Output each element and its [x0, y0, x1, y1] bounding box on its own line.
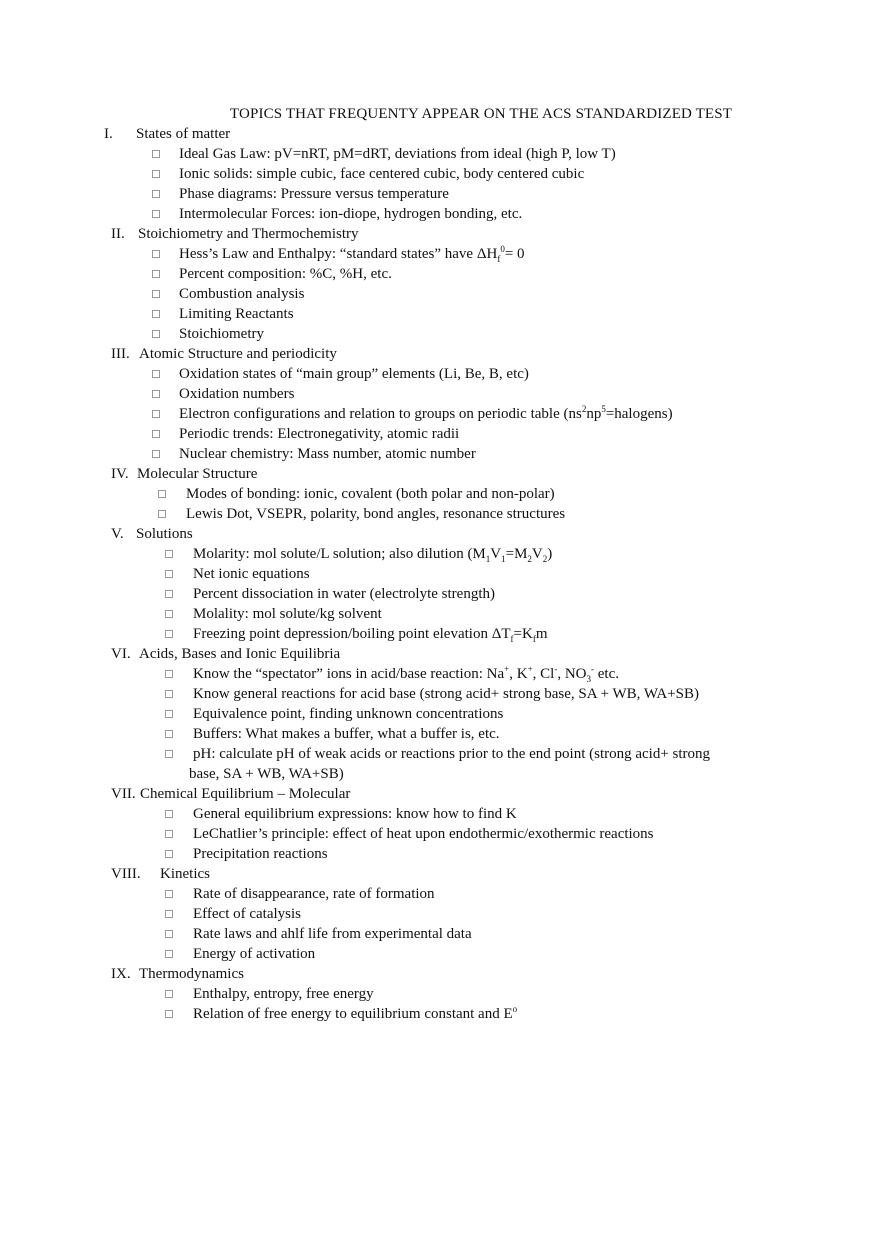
- section-numeral: VI.: [111, 646, 131, 662]
- item-text: Ideal Gas Law: pV=nRT, pM=dRT, deviations from ideal (high P, low T): [179, 146, 616, 162]
- list-item: [0, 404, 880, 424]
- checkbox-icon: [165, 930, 173, 938]
- section-numeral: I.: [104, 126, 113, 142]
- checkbox-icon: [152, 370, 160, 378]
- section-numeral: VIII.: [111, 866, 141, 882]
- section-title: States of matter: [136, 126, 231, 142]
- section-heading: [0, 644, 880, 664]
- item-text: Equivalence point, finding unknown concentrations: [193, 706, 504, 722]
- item-text: Know the “spectator” ions in acid/base reaction: Na+, K+, Cl-, $NO_3^-$ etc.: [193, 664, 619, 684]
- checkbox-icon: [152, 310, 160, 318]
- section-numeral: IV.: [111, 466, 129, 482]
- item-text: Modes of bonding: ionic, covalent (both polar and non-polar): [186, 486, 555, 502]
- checkbox-icon: [165, 690, 173, 698]
- section-title: Molecular Structure: [137, 466, 258, 482]
- checkbox-icon: [165, 570, 173, 578]
- item-text: Periodic trends: Electronegativity, atomic radii: [179, 426, 460, 442]
- item-text: Rate laws and ahlf life from experimental data: [193, 926, 472, 942]
- item-text: Buffers: What makes a buffer, what a buffer is, etc.: [193, 726, 500, 742]
- item-text: General equilibrium expressions: know how to find K: [193, 806, 517, 822]
- list-item: [0, 304, 880, 324]
- checkbox-icon: [165, 670, 173, 678]
- list-item: [0, 604, 880, 624]
- list-item: [0, 324, 880, 344]
- checkbox-icon: [152, 150, 160, 158]
- checkbox-icon: [158, 490, 166, 498]
- section-numeral: III.: [111, 346, 130, 362]
- list-item: [0, 884, 880, 904]
- checkbox-icon: [165, 630, 173, 638]
- list-item: [0, 824, 880, 844]
- item-text: Effect of catalysis: [193, 906, 302, 922]
- checkbox-icon: [152, 390, 160, 398]
- checkbox-icon: [152, 270, 160, 278]
- section-heading: [0, 344, 880, 364]
- section-heading: [0, 864, 880, 884]
- checkbox-icon: [152, 190, 160, 198]
- checkbox-icon: [165, 550, 173, 558]
- checkbox-icon: [165, 950, 173, 958]
- list-item: [0, 904, 880, 924]
- item-text: Hess’s Law and Enthalpy: “standard states” have $\Delta H_f^0= 0$: [179, 244, 525, 264]
- section-title: Acids, Bases and Ionic Equilibria: [139, 646, 341, 662]
- topic-outline: [0, 124, 880, 1024]
- section-title: Solutions: [136, 526, 193, 542]
- item-text: Intermolecular Forces: ion-diope, hydrogen bonding, etc.: [179, 206, 523, 222]
- checkbox-icon: [165, 890, 173, 898]
- section-title: Stoichiometry and Thermochemistry: [138, 226, 359, 242]
- list-item: [0, 484, 880, 504]
- item-text: Relation of free energy to equilibrium constant and $E^o$: [193, 1004, 518, 1022]
- item-text: Rate of disappearance, rate of formation: [193, 886, 435, 902]
- checkbox-icon: [152, 170, 160, 178]
- list-item: [0, 544, 880, 564]
- section-heading: [0, 964, 880, 984]
- section-heading: [0, 124, 880, 144]
- item-text: Limiting Reactants: [179, 306, 294, 322]
- section-title: Chemical Equilibrium – Molecular: [140, 786, 351, 802]
- section-heading: [0, 464, 880, 484]
- item-text: Stoichiometry: [179, 326, 264, 342]
- item-text: Energy of activation: [193, 946, 316, 962]
- list-item: [0, 804, 880, 824]
- item-text: Percent composition: %C, %H, etc.: [179, 266, 392, 282]
- checkbox-icon: [165, 850, 173, 858]
- item-text: Precipitation reactions: [193, 846, 328, 862]
- list-item: [0, 584, 880, 604]
- list-item: [0, 684, 880, 704]
- checkbox-icon: [165, 910, 173, 918]
- checkbox-icon: [165, 1010, 173, 1018]
- checkbox-icon: [165, 830, 173, 838]
- section-numeral: V.: [111, 526, 124, 542]
- list-item: [0, 624, 880, 644]
- section-heading: [0, 784, 880, 804]
- list-item: [0, 564, 880, 584]
- list-item: [0, 444, 880, 464]
- item-text: LeChatlier’s principle: effect of heat upon endothermic/exothermic reactions: [193, 826, 654, 842]
- item-text: Percent dissociation in water (electrolyte strength): [193, 586, 495, 602]
- list-item: [0, 384, 880, 404]
- item-text: Lewis Dot, VSEPR, polarity, bond angles, resonance structures: [186, 506, 566, 522]
- item-text: Phase diagrams: Pressure versus temperature: [179, 186, 449, 202]
- item-text: pH: calculate pH of weak acids or reactions prior to the end point (strong acid+ strong: [193, 746, 711, 762]
- list-item: [0, 944, 880, 964]
- list-item: [0, 504, 880, 524]
- item-text: Oxidation states of “main group” elements (Li, Be, B, etc): [179, 366, 529, 382]
- list-item: [0, 204, 880, 224]
- list-item: [0, 704, 880, 724]
- item-text: Freezing point depression/boiling point elevation $\Delta T_f=K_fm$: [193, 626, 548, 644]
- item-text: Know general reactions for acid base (strong acid+ strong base, SA + WB, WA+SB): [193, 686, 699, 702]
- item-text: Net ionic equations: [193, 566, 310, 582]
- list-item: [0, 984, 880, 1004]
- item-text: Ionic solids: simple cubic, face centered cubic, body centered cubic: [179, 166, 585, 182]
- list-item: [0, 184, 880, 204]
- section-title: Atomic Structure and periodicity: [139, 346, 337, 362]
- section-title: Thermodynamics: [139, 966, 244, 982]
- item-text: base, SA + WB, WA+SB): [189, 766, 344, 782]
- checkbox-icon: [158, 510, 166, 518]
- list-item: [0, 244, 880, 264]
- checkbox-icon: [165, 810, 173, 818]
- checkbox-icon: [152, 410, 160, 418]
- section-title: Kinetics: [160, 866, 210, 882]
- section-numeral: IX.: [111, 966, 131, 982]
- checkbox-icon: [165, 730, 173, 738]
- checkbox-icon: [165, 990, 173, 998]
- list-item: [0, 144, 880, 164]
- list-item: [0, 424, 880, 444]
- checkbox-icon: [152, 330, 160, 338]
- document-title: TOPICS THAT FREQUENTY APPEAR ON THE ACS STANDARDIZED TEST: [229, 106, 733, 122]
- item-text: Molarity: mol solute/L solution; also dilution $(M_1V_1=M_2V_2)$: [193, 546, 553, 564]
- list-item: [0, 664, 880, 684]
- checkbox-icon: [165, 610, 173, 618]
- section-numeral: II.: [111, 226, 125, 242]
- list-item: [0, 924, 880, 944]
- list-item: [0, 844, 880, 864]
- checkbox-icon: [152, 210, 160, 218]
- section-heading: [0, 224, 880, 244]
- item-text: Oxidation numbers: [179, 386, 295, 402]
- item-text: Enthalpy, entropy, free energy: [193, 986, 374, 1002]
- checkbox-icon: [152, 430, 160, 438]
- list-item-continuation: [0, 764, 880, 784]
- list-item: [0, 284, 880, 304]
- checkbox-icon: [152, 450, 160, 458]
- list-item: [0, 364, 880, 384]
- list-item: [0, 1004, 880, 1024]
- item-text: Nuclear chemistry: Mass number, atomic number: [179, 446, 476, 462]
- item-text: Combustion analysis: [179, 286, 305, 302]
- checkbox-icon: [152, 290, 160, 298]
- list-item: [0, 724, 880, 744]
- checkbox-icon: [152, 250, 160, 258]
- section-heading: [0, 524, 880, 544]
- item-text: Molality: mol solute/kg solvent: [193, 606, 382, 622]
- list-item: [0, 164, 880, 184]
- checkbox-icon: [165, 710, 173, 718]
- list-item: [0, 264, 880, 284]
- checkbox-icon: [165, 750, 173, 758]
- checkbox-icon: [165, 590, 173, 598]
- list-item: [0, 744, 880, 764]
- section-numeral: VII.: [111, 786, 136, 802]
- item-text: Electron configurations and relation to groups on periodic table $(ns^2np^5=halogens)$: [179, 404, 673, 422]
